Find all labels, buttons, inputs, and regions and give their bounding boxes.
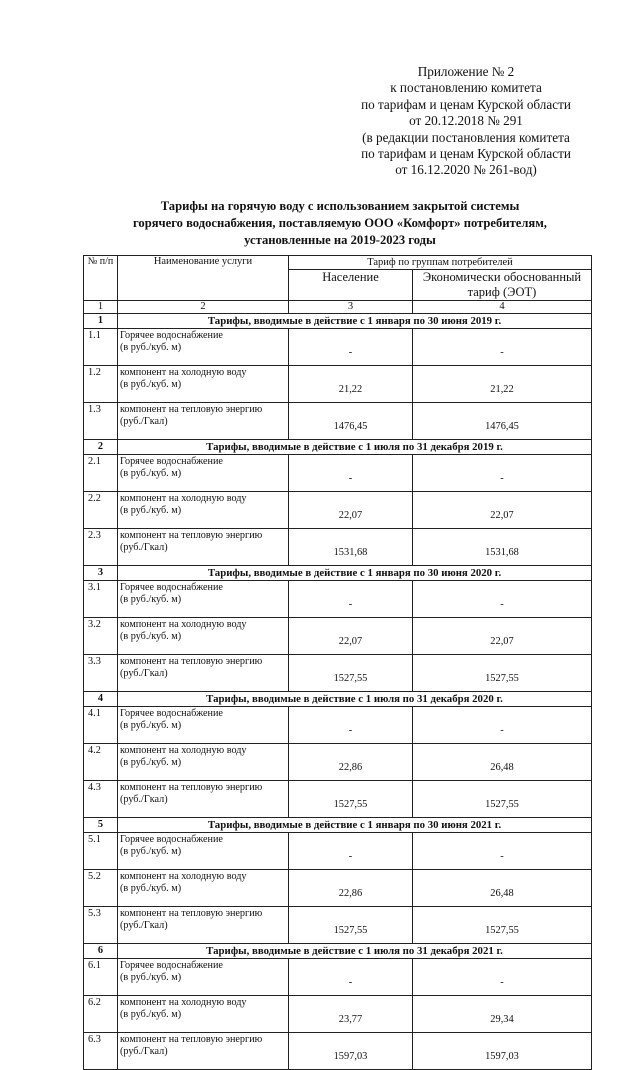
row-number: 5.2 bbox=[84, 870, 118, 907]
service-unit-line: (в руб./куб. м) bbox=[120, 972, 182, 983]
service-name-line: Горячее водоснабжение bbox=[120, 456, 223, 467]
header-service-name: Наименование услуги bbox=[118, 256, 289, 301]
table-row bbox=[84, 833, 592, 870]
service-name-line: Горячее водоснабжение bbox=[120, 834, 223, 845]
service-name-line: компонент на тепловую энергию bbox=[120, 1034, 263, 1045]
service-name bbox=[118, 581, 289, 618]
population-value: 22,07 bbox=[289, 492, 413, 529]
column-number: 3 bbox=[289, 301, 413, 314]
section-number: 3 bbox=[84, 566, 118, 581]
title-line: горячего водоснабжения, поставляемую ООО «Комфорт» потребителям, bbox=[133, 216, 547, 230]
table-row bbox=[84, 492, 592, 529]
section-header-row bbox=[84, 566, 592, 581]
table-row bbox=[84, 907, 592, 944]
service-unit-line: (в руб./куб. м) bbox=[120, 631, 182, 642]
table-row bbox=[84, 781, 592, 818]
service-name bbox=[118, 996, 289, 1033]
section-title: Тарифы, вводимые в действие с 1 января по 30 июня 2019 г. bbox=[118, 314, 592, 329]
service-name-line: Горячее водоснабжение bbox=[120, 330, 223, 341]
table-row bbox=[84, 959, 592, 996]
service-name bbox=[118, 744, 289, 781]
header-eot: Экономически обоснованный тариф (ЭОТ) bbox=[413, 270, 592, 301]
section-number: 1 bbox=[84, 314, 118, 329]
eot-value: 29,34 bbox=[413, 996, 592, 1033]
service-name bbox=[118, 329, 289, 366]
section-number: 4 bbox=[84, 692, 118, 707]
service-name bbox=[118, 707, 289, 744]
service-unit-line: (в руб./куб. м) bbox=[120, 1009, 182, 1020]
service-unit-line: (в руб./куб. м) bbox=[120, 846, 182, 857]
population-value: 21,22 bbox=[289, 366, 413, 403]
eot-value: 22,07 bbox=[413, 618, 592, 655]
row-number: 6.3 bbox=[84, 1033, 118, 1070]
title-line: установленные на 2019-2023 годы bbox=[244, 233, 436, 247]
table-row bbox=[84, 996, 592, 1033]
service-name-line: компонент на холодную воду bbox=[120, 871, 247, 882]
population-value: 1527,55 bbox=[289, 907, 413, 944]
service-name bbox=[118, 907, 289, 944]
service-name bbox=[118, 833, 289, 870]
row-number: 1.3 bbox=[84, 403, 118, 440]
service-name bbox=[118, 781, 289, 818]
service-unit-line: (в руб./куб. м) bbox=[120, 379, 182, 390]
population-value: 1476,45 bbox=[289, 403, 413, 440]
eot-value: 1531,68 bbox=[413, 529, 592, 566]
section-title: Тарифы, вводимые в действие с 1 июля по 31 декабря 2019 г. bbox=[118, 440, 592, 455]
service-unit-line: (руб./Гкал) bbox=[120, 416, 168, 427]
service-name-line: компонент на холодную воду bbox=[120, 745, 247, 756]
header-population: Население bbox=[289, 270, 413, 301]
service-unit-line: (в руб./куб. м) bbox=[120, 505, 182, 516]
service-name bbox=[118, 655, 289, 692]
header-tariff-group: Тариф по группам потребителей bbox=[289, 256, 592, 270]
row-number: 1.2 bbox=[84, 366, 118, 403]
service-name-line: Горячее водоснабжение bbox=[120, 960, 223, 971]
header-num: № п/п bbox=[84, 256, 118, 301]
table-row bbox=[84, 1033, 592, 1070]
section-title: Тарифы, вводимые в действие с 1 июля по 31 декабря 2021 г. bbox=[118, 944, 592, 959]
eot-value: 26,48 bbox=[413, 870, 592, 907]
table-row bbox=[84, 707, 592, 744]
service-unit-line: (в руб./куб. м) bbox=[120, 594, 182, 605]
service-name-line: компонент на тепловую энергию bbox=[120, 656, 263, 667]
eot-value: - bbox=[413, 581, 592, 618]
row-number: 1.1 bbox=[84, 329, 118, 366]
service-unit-line: (руб./Гкал) bbox=[120, 542, 168, 553]
service-name-line: компонент на тепловую энергию bbox=[120, 908, 263, 919]
service-unit-line: (в руб./куб. м) bbox=[120, 720, 182, 731]
population-value: 1531,68 bbox=[289, 529, 413, 566]
population-value: - bbox=[289, 959, 413, 996]
population-value: 22,86 bbox=[289, 870, 413, 907]
eot-value: 1597,03 bbox=[413, 1033, 592, 1070]
service-unit-line: (руб./Гкал) bbox=[120, 920, 168, 931]
eot-value: - bbox=[413, 329, 592, 366]
eot-value: 1527,55 bbox=[413, 655, 592, 692]
population-value: - bbox=[289, 833, 413, 870]
service-name-line: компонент на тепловую энергию bbox=[120, 782, 263, 793]
table-row bbox=[84, 744, 592, 781]
service-name bbox=[118, 455, 289, 492]
row-number: 3.3 bbox=[84, 655, 118, 692]
service-name bbox=[118, 492, 289, 529]
population-value: - bbox=[289, 581, 413, 618]
service-name bbox=[118, 959, 289, 996]
population-value: 1527,55 bbox=[289, 781, 413, 818]
service-unit-line: (в руб./куб. м) bbox=[120, 468, 182, 479]
row-number: 2.2 bbox=[84, 492, 118, 529]
appendix-line: от 16.12.2020 № 261-вод) bbox=[395, 162, 537, 178]
service-unit-line: (руб./Гкал) bbox=[120, 794, 168, 805]
service-unit-line: (в руб./куб. м) bbox=[120, 883, 182, 894]
service-name-line: компонент на холодную воду bbox=[120, 997, 247, 1008]
service-unit-line: (в руб./куб. м) bbox=[120, 342, 182, 353]
population-value: - bbox=[289, 329, 413, 366]
table-row bbox=[84, 581, 592, 618]
service-unit-line: (руб./Гкал) bbox=[120, 1046, 168, 1057]
column-number: 2 bbox=[118, 301, 289, 314]
section-header-row bbox=[84, 818, 592, 833]
service-name bbox=[118, 529, 289, 566]
appendix-line: по тарифам и ценам Курской области bbox=[361, 146, 571, 162]
table-row bbox=[84, 366, 592, 403]
appendix-line: по тарифам и ценам Курской области bbox=[361, 96, 571, 112]
row-number: 4.2 bbox=[84, 744, 118, 781]
service-name bbox=[118, 366, 289, 403]
appendix-line: к постановлению комитета bbox=[390, 80, 542, 96]
row-number: 6.2 bbox=[84, 996, 118, 1033]
column-number: 4 bbox=[413, 301, 592, 314]
table-row bbox=[84, 403, 592, 440]
table-row bbox=[84, 870, 592, 907]
document-title bbox=[80, 198, 600, 249]
row-number: 2.1 bbox=[84, 455, 118, 492]
eot-value: - bbox=[413, 833, 592, 870]
eot-value: 1527,55 bbox=[413, 907, 592, 944]
service-name bbox=[118, 403, 289, 440]
table-row bbox=[84, 655, 592, 692]
table-row bbox=[84, 618, 592, 655]
appendix-line: Приложение № 2 bbox=[417, 64, 515, 79]
service-name bbox=[118, 1033, 289, 1070]
section-number: 6 bbox=[84, 944, 118, 959]
service-name bbox=[118, 870, 289, 907]
tariff-table bbox=[83, 255, 592, 1070]
row-number: 4.3 bbox=[84, 781, 118, 818]
population-value: 1597,03 bbox=[289, 1033, 413, 1070]
service-name bbox=[118, 618, 289, 655]
eot-value: - bbox=[413, 455, 592, 492]
eot-value: 22,07 bbox=[413, 492, 592, 529]
row-number: 5.1 bbox=[84, 833, 118, 870]
population-value: - bbox=[289, 455, 413, 492]
row-number: 6.1 bbox=[84, 959, 118, 996]
section-header-row bbox=[84, 944, 592, 959]
eot-value: 1527,55 bbox=[413, 781, 592, 818]
section-title: Тарифы, вводимые в действие с 1 января по 30 июня 2020 г. bbox=[118, 566, 592, 581]
row-number: 3.1 bbox=[84, 581, 118, 618]
appendix-block bbox=[340, 64, 592, 179]
section-header-row bbox=[84, 440, 592, 455]
table-row bbox=[84, 455, 592, 492]
eot-value: - bbox=[413, 707, 592, 744]
service-name-line: компонент на тепловую энергию bbox=[120, 404, 263, 415]
population-value: 22,07 bbox=[289, 618, 413, 655]
row-number: 3.2 bbox=[84, 618, 118, 655]
eot-value: - bbox=[413, 959, 592, 996]
column-number: 1 bbox=[84, 301, 118, 314]
row-number: 2.3 bbox=[84, 529, 118, 566]
title-line: Тарифы на горячую воду с использованием закрытой системы bbox=[160, 199, 520, 213]
service-name-line: компонент на холодную воду bbox=[120, 493, 247, 504]
service-name-line: компонент на холодную воду bbox=[120, 619, 247, 630]
section-title: Тарифы, вводимые в действие с 1 июля по 31 декабря 2020 г. bbox=[118, 692, 592, 707]
service-name-line: Горячее водоснабжение bbox=[120, 582, 223, 593]
table-row bbox=[84, 529, 592, 566]
section-title: Тарифы, вводимые в действие с 1 января по 30 июня 2021 г. bbox=[118, 818, 592, 833]
column-number-row bbox=[84, 301, 592, 314]
population-value: 23,77 bbox=[289, 996, 413, 1033]
service-name-line: Горячее водоснабжение bbox=[120, 708, 223, 719]
population-value: 1527,55 bbox=[289, 655, 413, 692]
section-number: 5 bbox=[84, 818, 118, 833]
service-name-line: компонент на тепловую энергию bbox=[120, 530, 263, 541]
appendix-line: от 20.12.2018 № 291 bbox=[409, 113, 523, 129]
eot-value: 21,22 bbox=[413, 366, 592, 403]
tariff-table-body bbox=[84, 314, 592, 1070]
section-header-row bbox=[84, 314, 592, 329]
population-value: 22,86 bbox=[289, 744, 413, 781]
section-header-row bbox=[84, 692, 592, 707]
eot-value: 26,48 bbox=[413, 744, 592, 781]
section-number: 2 bbox=[84, 440, 118, 455]
table-row bbox=[84, 329, 592, 366]
population-value: - bbox=[289, 707, 413, 744]
eot-value: 1476,45 bbox=[413, 403, 592, 440]
service-unit-line: (руб./Гкал) bbox=[120, 668, 168, 679]
service-name-line: компонент на холодную воду bbox=[120, 367, 247, 378]
appendix-line: (в редакции постановления комитета bbox=[362, 129, 570, 145]
service-unit-line: (в руб./куб. м) bbox=[120, 757, 182, 768]
row-number: 4.1 bbox=[84, 707, 118, 744]
row-number: 5.3 bbox=[84, 907, 118, 944]
